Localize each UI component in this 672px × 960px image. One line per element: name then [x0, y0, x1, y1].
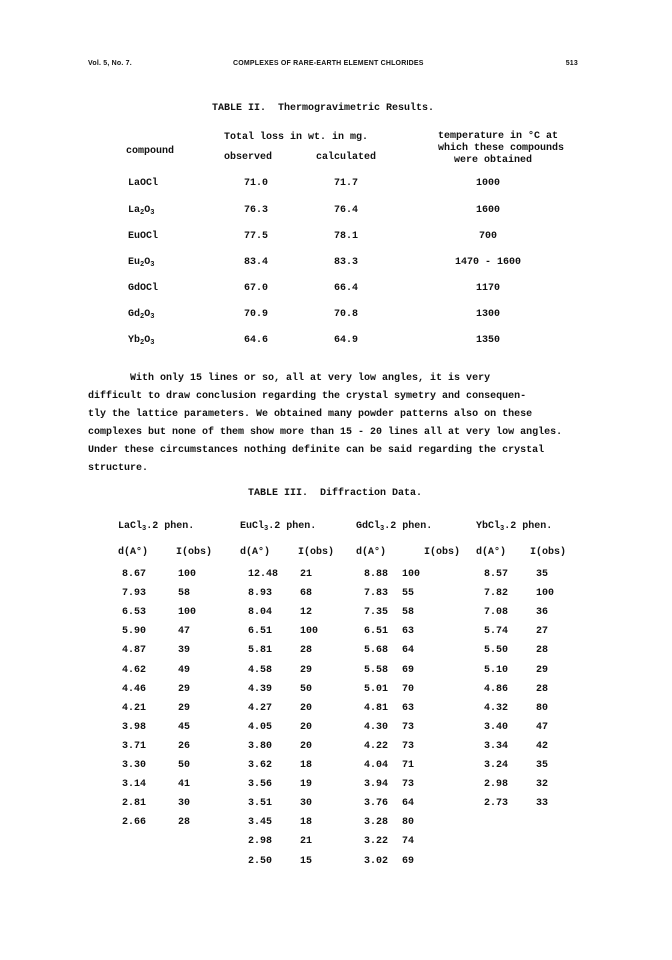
table3-i-value: 73 — [402, 740, 415, 752]
table3-d-value: 5.58 — [364, 664, 389, 676]
table3-sub-i: I(obs) — [424, 547, 461, 558]
table3-i-value: 29 — [300, 664, 313, 676]
table3-d-value: 5.81 — [248, 645, 273, 657]
table3-d-value: 2.81 — [122, 798, 147, 810]
table3-d-value: 8.57 — [484, 569, 509, 580]
table3-d-value: 8.88 — [364, 569, 389, 580]
table3-i-value: 29 — [178, 683, 191, 695]
table3-sub-i: I(obs) — [530, 547, 567, 558]
table2-compound: GdOCl — [128, 283, 159, 294]
table3-d-value: 7.93 — [122, 588, 147, 600]
paragraph-line: complexes but none of them show more than 15 - 20 lines all at very low angles. — [88, 427, 563, 438]
table3-d-value: 4.58 — [248, 664, 273, 676]
table3-d-value: 8.04 — [248, 607, 273, 619]
table3-d-value: 7.35 — [364, 607, 389, 619]
table3-i-value: 74 — [402, 836, 415, 848]
table3-sub-i: I(obs) — [298, 547, 335, 558]
table3-i-value: 28 — [300, 645, 313, 657]
table2-col-compound: compound — [126, 146, 175, 157]
table3-d-value: 5.68 — [364, 645, 389, 657]
table2-observed: 70.9 — [244, 309, 269, 320]
table3-i-value: 100 — [402, 569, 421, 580]
table2-temperature: 1350 — [475, 335, 501, 346]
table3-d-value: 4.87 — [122, 645, 147, 657]
table3-d-value: 2.98 — [248, 836, 273, 848]
table3-i-value: 73 — [402, 721, 415, 733]
table3-sub-d: d(A°) — [118, 547, 149, 558]
table3-i-value: 69 — [402, 664, 415, 676]
table2-compound: $Gd_2O_3$ — [128, 309, 155, 321]
table3-i-value: 45 — [178, 721, 191, 733]
table3-i-value: 19 — [300, 779, 313, 791]
table3-d-value: 7.83 — [364, 588, 389, 600]
table2-observed: 76.3 — [244, 205, 269, 216]
table3-d-value: 6.51 — [364, 626, 389, 638]
table3-i-value: 70 — [402, 683, 415, 695]
table3-sub-i: I(obs) — [176, 547, 213, 558]
table3-i-value: 15 — [300, 855, 313, 867]
table3-sub-d: d(A°) — [240, 547, 271, 558]
table3-i-value: 64 — [402, 798, 415, 810]
paragraph-line: Under these circumstances nothing definite can be said regarding the crystal — [88, 445, 545, 456]
table3-d-value: 4.21 — [122, 702, 147, 714]
table3-d-value: 3.62 — [248, 760, 273, 771]
table3-i-value: 100 — [300, 626, 319, 638]
table2-col-observed: observed — [224, 152, 273, 163]
table3-i-value: 58 — [402, 607, 415, 619]
table2-temperature: 1170 — [475, 283, 501, 294]
table3-i-value: 49 — [178, 664, 191, 676]
table3-d-value: 3.94 — [364, 779, 389, 791]
table2-title: TABLE II. Thermogravimetric Results. — [212, 103, 435, 114]
table2-compound: EuOCl — [128, 231, 159, 242]
table2-compound: LaOCl — [128, 178, 159, 189]
table3-i-value: 47 — [178, 626, 191, 638]
table3-d-value: 3.28 — [364, 817, 389, 829]
table3-d-value: 3.98 — [122, 721, 147, 733]
paragraph-line: structure. — [88, 463, 149, 474]
table3-i-value: 28 — [178, 817, 191, 829]
table3-d-value: 3.22 — [364, 836, 389, 848]
table3-i-value: 35 — [536, 760, 549, 771]
table3-i-value: 12 — [300, 607, 313, 619]
table3-d-value: 3.02 — [364, 855, 389, 867]
table3-d-value: 4.81 — [364, 702, 389, 714]
table3-i-value: 39 — [178, 645, 191, 657]
table3-i-value: 100 — [536, 588, 555, 600]
table3-d-value: 3.30 — [122, 760, 147, 771]
table3-d-value: 8.93 — [248, 588, 273, 600]
table3-i-value: 18 — [300, 760, 313, 771]
table3-d-value: 4.32 — [484, 702, 509, 714]
table3-d-value: 3.51 — [248, 798, 273, 810]
table2-compound: $Yb_2O_3$ — [128, 335, 155, 347]
table3-d-value: 3.45 — [248, 817, 273, 829]
table3-i-value: 41 — [178, 779, 191, 791]
table2-temperature: 1300 — [475, 309, 501, 320]
paragraph-line: With only 15 lines or so, all at very low angles, it is very — [88, 373, 491, 384]
table3-i-value: 20 — [300, 721, 313, 733]
table2-compound: $La_2O_3$ — [128, 205, 155, 217]
table3-i-value: 58 — [178, 588, 191, 600]
table3-i-value: 29 — [536, 664, 549, 676]
table3-i-value: 28 — [536, 645, 549, 657]
body-paragraph — [88, 370, 588, 478]
table3-i-value: 68 — [300, 588, 313, 600]
table3-i-value: 18 — [300, 817, 313, 829]
table3-i-value: 32 — [536, 779, 549, 791]
table3-group-header: GdCl$_3$.2 phen. — [356, 521, 433, 533]
table3-d-value: 4.86 — [484, 683, 509, 695]
table2-col-temp-line1: temperature in °C at — [438, 131, 559, 142]
table2-calculated: 64.9 — [334, 335, 359, 346]
table3-d-value: 5.01 — [364, 683, 389, 695]
table2-calculated: 71.7 — [334, 178, 359, 189]
table3-i-value: 26 — [178, 740, 191, 752]
table2-calculated: 76.4 — [334, 205, 359, 216]
table3-i-value: 47 — [536, 721, 549, 733]
table3-i-value: 55 — [402, 588, 415, 600]
table3-i-value: 20 — [300, 740, 313, 752]
table3-i-value: 73 — [402, 779, 415, 791]
table3-d-value: 5.50 — [484, 645, 509, 657]
table3-i-value: 28 — [536, 683, 549, 695]
table3-d-value: 3.24 — [484, 760, 509, 771]
table3-group-header: EuCl$_3$.2 phen. — [240, 521, 317, 533]
table3-d-value: 3.56 — [248, 779, 273, 791]
table3-d-value: 7.08 — [484, 607, 509, 619]
table3-d-value: 2.66 — [122, 817, 147, 829]
table3-d-value: 4.30 — [364, 721, 389, 733]
table3-d-value: 3.14 — [122, 779, 147, 791]
table3-i-value: 69 — [402, 855, 415, 867]
table3-i-value: 80 — [402, 817, 415, 829]
table3-d-value: 5.10 — [484, 664, 509, 676]
table3-i-value: 29 — [178, 702, 191, 714]
table3-i-value: 80 — [536, 702, 549, 714]
table3-i-value: 21 — [300, 569, 313, 580]
running-title: COMPLEXES OF RARE-EARTH ELEMENT CHLORIDES — [233, 60, 424, 67]
table3-d-value: 5.74 — [484, 626, 509, 638]
table3-d-value: 2.50 — [248, 855, 273, 867]
table3-d-value: 7.82 — [484, 588, 509, 600]
table2-compound: $Eu_2O_3$ — [128, 257, 155, 269]
table3-d-value: 4.05 — [248, 721, 273, 733]
table3-d-value: 4.27 — [248, 702, 273, 714]
table3-sub-d: d(A°) — [356, 547, 387, 558]
table2-observed: 77.5 — [244, 231, 269, 242]
table3-i-value: 100 — [178, 607, 197, 619]
table2-temperature: 1600 — [475, 205, 501, 216]
table3-d-value: 3.76 — [364, 798, 389, 810]
table2-observed: 67.0 — [244, 283, 269, 294]
page-number: 513 — [565, 60, 578, 67]
table3-d-value: 8.67 — [122, 569, 147, 580]
table3-group-header: YbCl$_3$.2 phen. — [476, 521, 553, 533]
table3-i-value: 100 — [178, 569, 197, 580]
table3-i-value: 71 — [402, 760, 415, 771]
table3-d-value: 3.80 — [248, 740, 273, 752]
paragraph-line: difficult to draw conclusion regarding the crystal symetry and consequen- — [88, 391, 527, 402]
table2-calculated: 78.1 — [334, 231, 359, 242]
table3-i-value: 50 — [178, 760, 191, 771]
table2-calculated: 70.8 — [334, 309, 359, 320]
table2-col-temp-line3: were obtained — [454, 155, 533, 166]
table3-d-value: 6.51 — [248, 626, 273, 638]
table2-observed: 83.4 — [244, 257, 269, 268]
table3-d-value: 6.53 — [122, 607, 147, 619]
table3-i-value: 42 — [536, 740, 549, 752]
running-header — [88, 60, 578, 74]
table3-d-value: 3.34 — [484, 740, 509, 752]
table2-observed: 71.0 — [244, 178, 269, 189]
table3-i-value: 30 — [178, 798, 191, 810]
table3-d-value: 4.39 — [248, 683, 273, 695]
table2-temperature: 1000 — [475, 178, 501, 189]
table2-calculated: 83.3 — [334, 257, 359, 268]
table2-col-calculated: calculated — [316, 152, 377, 163]
table3-i-value: 35 — [536, 569, 549, 580]
table3-d-value: 3.40 — [484, 721, 509, 733]
table3-d-value: 2.98 — [484, 779, 509, 791]
table3-i-value: 64 — [402, 645, 415, 657]
table3-group-header: LaCl$_3$.2 phen. — [118, 521, 195, 533]
table3-i-value: 30 — [300, 798, 313, 810]
table3-d-value: 4.04 — [364, 760, 389, 771]
table3-i-value: 36 — [536, 607, 549, 619]
table2-temperature: 1470 - 1600 — [454, 257, 522, 268]
table3-i-value: 27 — [536, 626, 549, 638]
table2-temperature: 700 — [478, 231, 498, 242]
table3-i-value: 63 — [402, 702, 415, 714]
table3-title: TABLE III. Diffraction Data. — [248, 488, 423, 499]
table3-d-value: 5.90 — [122, 626, 147, 638]
table2-observed: 64.6 — [244, 335, 269, 346]
table3-d-value: 4.62 — [122, 664, 147, 676]
table3-d-value: 2.73 — [484, 798, 509, 810]
table2-col-temp-line2: which these compounds — [438, 143, 565, 154]
table3-d-value: 4.46 — [122, 683, 147, 695]
table3-i-value: 20 — [300, 702, 313, 714]
table3-i-value: 21 — [300, 836, 313, 848]
table2-col-total-loss: Total loss in wt. in mg. — [224, 132, 369, 143]
paragraph-line: tly the lattice parameters. We obtained many powder patterns also on these — [88, 409, 533, 420]
volume-label: Vol. 5, No. 7. — [88, 60, 132, 67]
table2-calculated: 66.4 — [334, 283, 359, 294]
table3-i-value: 63 — [402, 626, 415, 638]
table3-d-value: 12.48 — [248, 569, 279, 580]
table3-i-value: 33 — [536, 798, 549, 810]
table3-d-value: 3.71 — [122, 740, 147, 752]
table3-sub-d: d(A°) — [476, 547, 507, 558]
table3-i-value: 50 — [300, 683, 313, 695]
table3-d-value: 4.22 — [364, 740, 389, 752]
